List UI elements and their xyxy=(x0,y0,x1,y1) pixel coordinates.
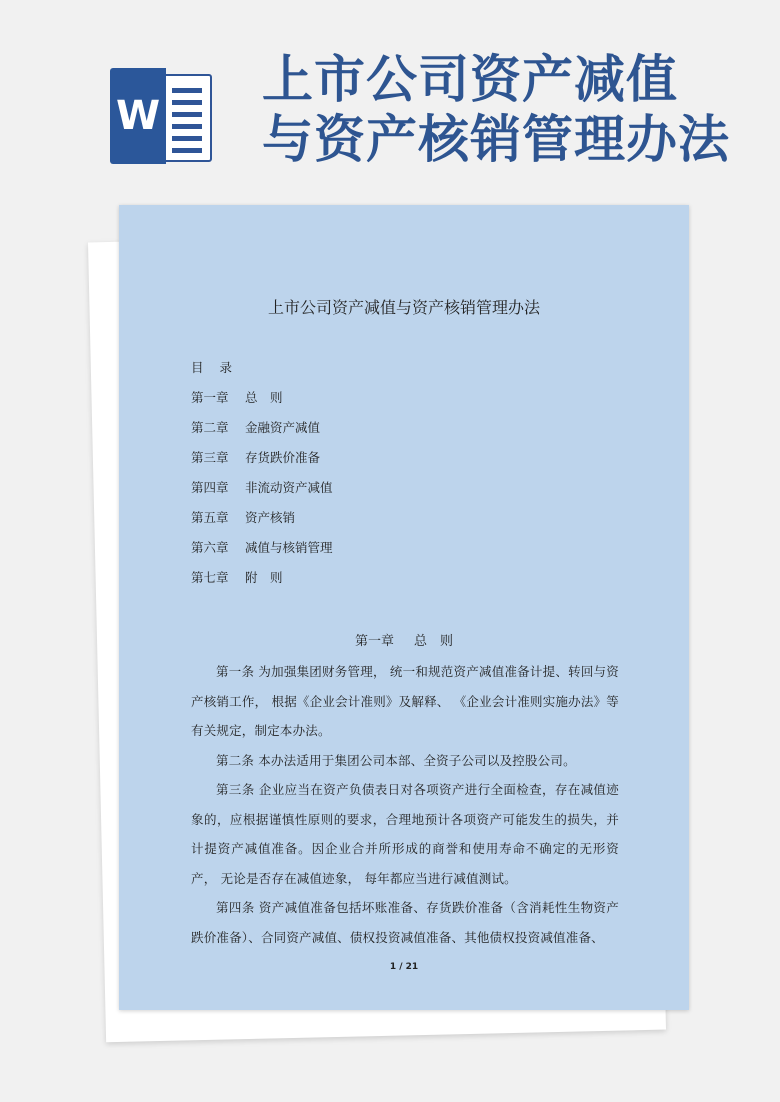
paragraph: 第二条 本办法适用于集团公司本部、全资子公司以及控股公司。 xyxy=(216,752,576,768)
document-body xyxy=(191,657,619,952)
paragraph: 第四条 资产减值准备包括坏账准备、存货跌价准备（含消耗性生物资产跌价准备）、合同资产减值、债权投资减值准备、其他债权投资减值准备、 xyxy=(191,900,619,945)
document-title: 上市公司资产减值与资产核销管理办法 xyxy=(267,298,540,317)
chapter-heading xyxy=(119,630,689,649)
page-title xyxy=(262,50,762,170)
toc-item xyxy=(191,389,333,419)
toc-item xyxy=(191,569,333,599)
toc-item-number: 第七章 xyxy=(191,570,229,585)
toc-item-number: 第五章 xyxy=(191,510,229,525)
toc-item xyxy=(191,449,333,479)
toc-item-number: 第二章 xyxy=(191,420,229,435)
header-banner xyxy=(0,0,780,190)
page-number: 1 / 21 xyxy=(389,962,419,972)
toc-item-number: 第六章 xyxy=(191,540,229,555)
toc-heading: 目 录 xyxy=(191,360,238,375)
table-of-contents xyxy=(191,359,333,599)
toc-item xyxy=(191,419,333,449)
word-icon-letter: W xyxy=(110,68,166,164)
toc-item-title: 资产核销 xyxy=(245,510,296,525)
toc-item-title: 附 则 xyxy=(245,570,283,585)
page-title-line-1: 上市公司资产减值 xyxy=(262,50,679,110)
toc-item-title: 金融资产减值 xyxy=(245,420,321,435)
toc-item-number: 第一章 xyxy=(191,390,229,405)
toc-item xyxy=(191,539,333,569)
document-page xyxy=(119,205,689,1010)
chapter-number: 第一章 xyxy=(354,634,394,649)
toc-item xyxy=(191,479,333,509)
paragraph: 第一条 为加强集团财务管理， 统一和规范资产减值准备计提、转回与资产核销工作， 根据《企业会计准则》及解释、 《企业会计准则实施办法》等有关规定，制定本办法。 xyxy=(191,664,619,738)
toc-item-title: 总 则 xyxy=(245,390,283,405)
toc-item xyxy=(191,509,333,539)
toc-item-title: 非流动资产减值 xyxy=(245,480,333,495)
toc-item-title: 减值与核销管理 xyxy=(245,540,333,555)
chapter-title: 总 则 xyxy=(414,634,454,649)
paragraph: 第三条 企业应当在资产负债表日对各项资产进行全面检查，存在减值迹象的，应根据谨慎性原则的要求，合理地预计各项资产可能发生的损失，并计提资产减值准备。因企业合并所形成的商誉和使用寿命不确定的无形资产， 无论是否存在减值迹象， 每年都应当进行减值测试。 xyxy=(191,782,619,886)
toc-item-number: 第四章 xyxy=(191,480,229,495)
word-document-icon xyxy=(110,68,210,164)
page-title-line-2: 与资产核销管理办法 xyxy=(262,110,731,170)
toc-item-number: 第三章 xyxy=(191,450,229,465)
toc-item-title: 存货跌价准备 xyxy=(245,450,321,465)
